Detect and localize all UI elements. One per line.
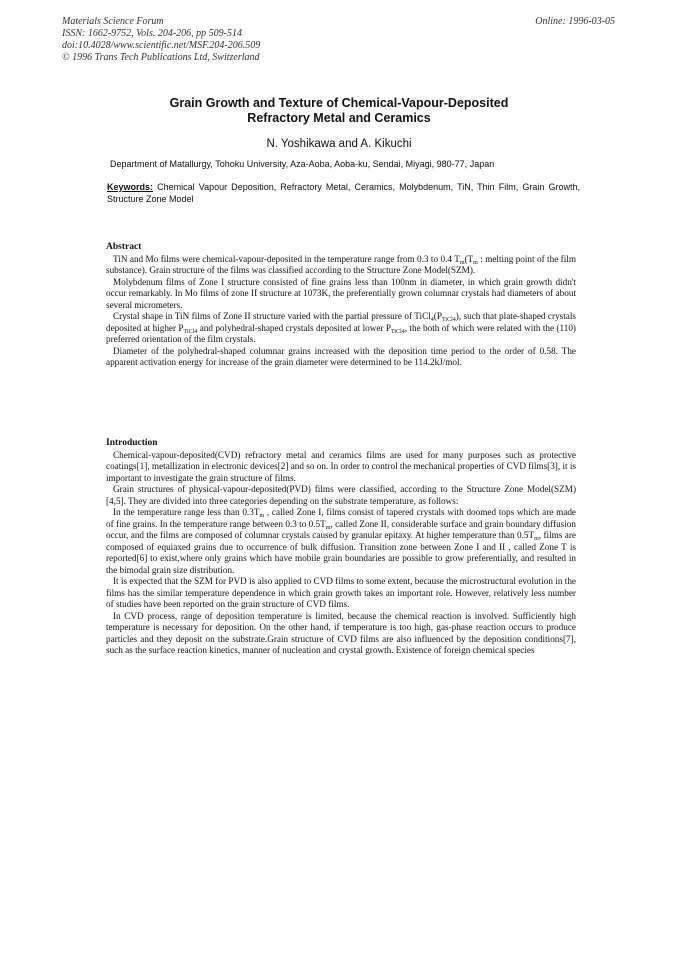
issn-line: ISSN: 1662-9752, Vols. 204-206, pp 509-514	[62, 28, 242, 39]
intro-paragraph: It is expected that the SZM for PVD is also applied to CVD films to some extent, because the microstructural evolution in the films has the similar temperature dependence in which grain growth takes an important role. However, relatively less number of studies have been reported on the grain structure of CVD films.	[106, 576, 576, 609]
doi-line: doi:10.4028/www.scientific.net/MSF.204-206.509	[62, 40, 261, 51]
keywords	[107, 181, 580, 205]
keywords-text: Chemical Vapour Deposition, Refractory Metal, Ceramics, Molybdenum, TiN, Thin Film, Grain Growth, Structure Zone Model	[107, 182, 580, 204]
affiliation: Department of Matallurgy, Tohoku University, Aza-Aoba, Aoba-ku, Sendai, Miyagi, 980-77, Japan	[110, 159, 495, 169]
keywords-label: Keywords:	[107, 182, 154, 192]
abstract-section	[106, 242, 576, 369]
abstract-heading: Abstract	[106, 242, 142, 252]
paper-title	[0, 96, 678, 126]
title-line-1: Grain Growth and Texture of Chemical-Vapour-Deposited	[169, 96, 509, 110]
intro-paragraph: In CVD process, range of deposition temperature is limited, because the chemical reaction is involved. Sufficiently high temperature is necessary for deposition. On the other hand, if temperature is too high, gas-phase reaction occurs to produce particles and they deposit on the substrate.Grain structure of CVD films are also influenced by the deposition conditions[7], such as the surface reaction kinetics, manner of nucleation and crystal growth. Existence of foreign chemical species	[106, 610, 576, 655]
authors: N. Yoshikawa and A. Kikuchi	[266, 138, 412, 150]
abstract-paragraph: Diameter of the polyhedral-shaped columnar grains increased with the deposition time period to the order of 0.58. The apparent activation energy for increase of the grain diameter were determined to be 114.2kJ/mol.	[106, 345, 576, 367]
abstract-paragraph: Molybdenum films of Zone I structure consisted of fine grains less than 100nm in diameter, in which grain growth didn't occur remarkably. In Mo films of zone II structure at 1073K, the preferentially grown columnar crystals had diameters of about several micrometers.	[106, 276, 576, 310]
abstract-paragraph: Crystal shape in TiN films of Zone II structure varied with the partial pressure of $TiCl_4(P_{TiCl4})$, such that plate-shaped crystals deposited at higher $P_{TiCl4}$ and polyhedral-shaped crystals deposited at lower $P_{TiCl4}$, the both of which were related with the (110) preferred orientation of the film crystals.	[106, 311, 576, 344]
title-line-2: Refractory Metal and Ceramics	[247, 111, 431, 125]
intro-paragraph: Chemical-vapour-deposited(CVD) refractory metal and ceramics films are used for many purposes such as protective coatings[1], metallization in electronic devices[2] and so on. In order to control the mechanical properties of CVD films[3], it is important to investigate the grain structure of films.	[106, 449, 576, 483]
abstract-paragraph: TiN and Mo films were chemical-vapour-deposited in the temperature range from 0.3 to 0.4 $T_m(T_m$ : melting point of the film substance). Grain structure of the films was classified according to the Structure Zone Model(SZM).	[106, 253, 576, 275]
intro-paragraph: In the temperature range less than $0.3T_m$ , called Zone I, films consist of tapered crystals with doomed tops which are made of fine grains. In the temperature range between 0.3 to $0.5T_m$, called Zone II, considerable surface and grain boundary diffusion occur, and the films are composed of columnar crystals caused by granular epitaxy. At higher temperature than $0.5T_m$, films are composed of equiaxed grains due to occurrence of bulk diffusion. Transition zone between Zone I and II , called Zone T is reported[6] to exist,where only grains which have mobile grain boundaries are possible to grow preferentially, and resulted in the bimodal grain size distribution.	[106, 507, 576, 575]
publication-info	[62, 16, 260, 64]
intro-paragraph: Grain structures of physical-vapour-deposited(PVD) films were classified, according to the Structure Zone Model(SZM)[4,5]. They are divided into three categories depending on the substrate temperature, as follows:	[106, 484, 576, 506]
introduction-heading: Introduction	[106, 438, 158, 448]
copyright-line: © 1996 Trans Tech Publications Ltd, Switzerland	[62, 52, 260, 63]
journal-name: Materials Science Forum	[62, 16, 164, 27]
online-date: Online: 1996-03-05	[535, 16, 615, 27]
introduction-section	[106, 438, 576, 657]
